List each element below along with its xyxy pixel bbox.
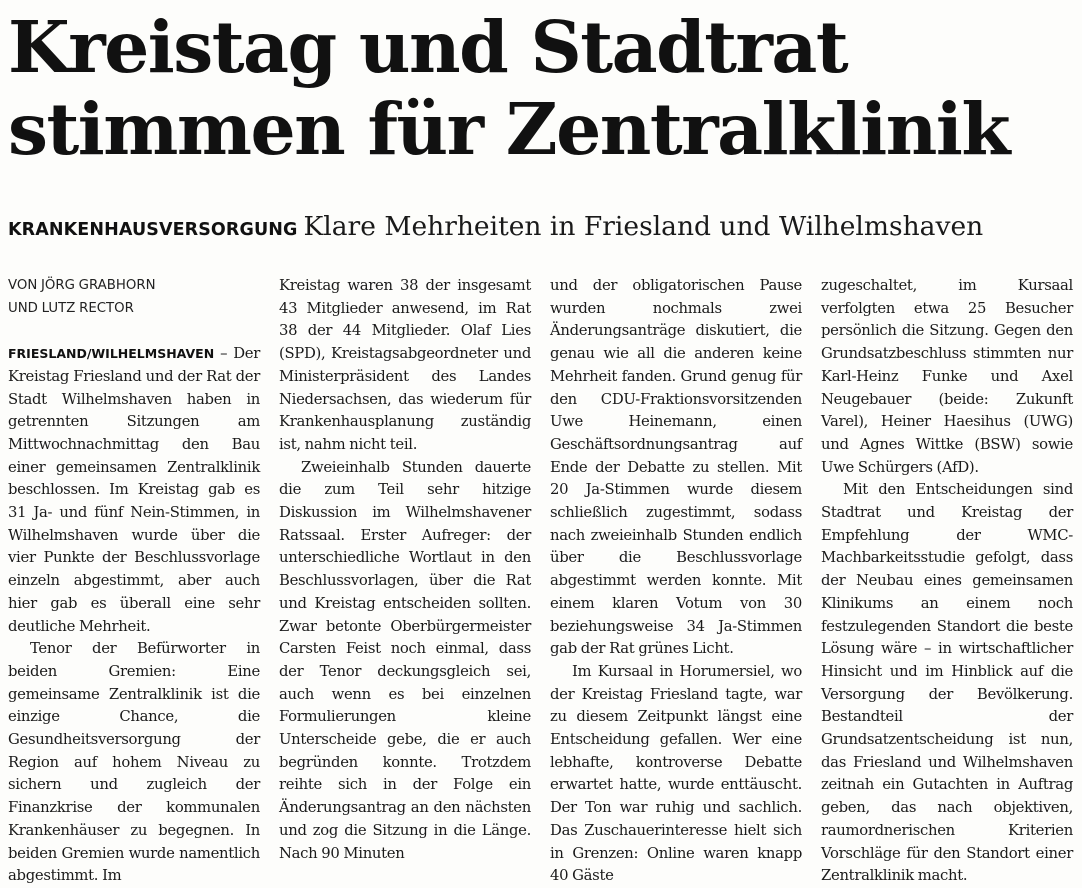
column-2 bbox=[279, 275, 531, 865]
dateline: FRIESLAND/WILHELMSHAVEN bbox=[8, 346, 215, 362]
column-3 bbox=[550, 275, 802, 888]
column-1 bbox=[8, 275, 260, 888]
paragraph: und der obligatorischen Pause wurden nochmals zwei Änderungsanträge diskutiert, die genau wie all die anderen keine Mehrheit fanden. Grund genug für den CDU-Fraktionsvorsitzenden Uwe Heinemann, einen Geschäftsordnungsantrag auf Ende der Debatte zu stellen. Mit 20 Ja-Stimmen wurde diesem schließlich zugestimmt, sodass nach zweieinhalb Stunden endlich über die Beschlussvorlage abgestimmt werden konnte. Mit einem klaren Votum von 30 beziehungsweise 34 Ja-Stimmen gab der Rat grünes Licht. bbox=[550, 277, 802, 658]
byline-line-2: UND LUTZ RECTOR bbox=[8, 300, 134, 316]
paragraph bbox=[8, 343, 260, 638]
paragraph: Mit den Entscheidungen sind Stadtrat und Kreistag der Empfehlung der WMC-Machbarkeitsstudie gefolgt, dass der Neubau eines gemeinsamen Klinikums an einem noch festzulegenden Standort die beste Lösung wäre – in wirtschaftlicher Hinsicht und im Hinblick auf die Versorgung der Bevölkerung. Bestandteil der Grundsatzentscheidung ist nun, das Friesland und Wilhelmshaven zeitnah ein Gutachten in Auftrag geben, das nach objektiven, raumordnerischen Kriterien Vorschläge für den Standort einer Zentralklinik macht. bbox=[821, 481, 1073, 885]
paragraph-text: Der Kreistag Friesland und der Rat der Stadt Wilhelmshaven haben in getrennten Sitzungen am Mittwochnachmittag den Bau einer gemeinsamen Zentralklinik beschlossen. Im Kreistag gab es 31 Ja- und fünf Nein-Stimmen, in Wilhelmshaven wurde über die vier Punkte der Beschlussvorlage einzeln abgestimmt, aber auch hier gab es überall eine sehr deutliche Mehrheit. bbox=[8, 345, 260, 635]
column-4 bbox=[821, 275, 1073, 888]
subheadline bbox=[8, 211, 1074, 242]
paragraph: Tenor der Befürworter in beiden Gremien: Eine gemeinsame Zentralklinik ist die einzige Chance, die Gesundheitsversorgung der Region auf hohem Niveau zu sichern und zugleich der Finanzkrise der kommunalen Krankenhäuser zu begegnen. In beiden Gremien wurde namentlich abgestimmt. Im bbox=[8, 640, 260, 885]
paragraph: Im Kursaal in Horumersiel, wo der Kreistag Friesland tagte, war zu diesem Zeitpunkt längst eine Entscheidung gefallen. Wer eine lebhafte, kontroverse Debatte erwartet hatte, wurde enttäuscht. Der Ton war ruhig und sachlich. Das Zuschauerinteresse hielt sich in Grenzen: Online waren knapp 40 Gäste bbox=[550, 662, 802, 885]
byline bbox=[8, 275, 260, 320]
paragraph: Kreistag waren 38 der insgesamt 43 Mitglieder anwesend, im Rat 38 der 44 Mitglieder. Olaf Lies (SPD), Kreistagsabgeordneter und Ministerpräsident des Landes Niedersachsen, das wiederum für Krankenhausplanung zuständig ist, nahm nicht teil. bbox=[279, 277, 531, 453]
paragraph: zugeschaltet, im Kursaal verfolgten etwa 25 Besucher persönlich die Sitzung. Gegen den Grundsatzbeschluss stimmten nur Karl-Heinz Funke und Axel Neugebauer (beide: Zukunft Varel), Heiner Haesihus (UWG) und Agnes Wittke (BSW) sowie Uwe Schürgers (AfD). bbox=[821, 277, 1073, 476]
article-body bbox=[8, 275, 1074, 885]
kicker: KRANKENHAUSVERSORGUNG bbox=[8, 220, 298, 240]
byline-line-1: VON JÖRG GRABHORN bbox=[8, 278, 156, 293]
dateline-dash: – bbox=[214, 345, 234, 363]
deck: Klare Mehrheiten in Friesland und Wilhelmshaven bbox=[303, 211, 984, 242]
headline: Kreistag und Stadtrat stimmen für Zentralklinik bbox=[8, 5, 1010, 171]
paragraph: Zweieinhalb Stunden dauerte die zum Teil sehr hitzige Diskussion im Wilhelmshavener Ratssaal. Erster Aufreger: der unterschiedliche Wortlaut in den Beschlussvorlagen, über die Rat und Kreistag entscheiden sollten. Zwar betonte Oberbürgermeister Carsten Feist noch einmal, dass der Tenor deckungsgleich sei, auch wenn es bei einzelnen Formulierungen kleine Unterscheide gebe, die er auch begründen konnte. Trotzdem reihte sich in der Folge ein Änderungsantrag an den nächsten und zog die Sitzung in die Länge. Nach 90 Minuten bbox=[279, 458, 531, 862]
